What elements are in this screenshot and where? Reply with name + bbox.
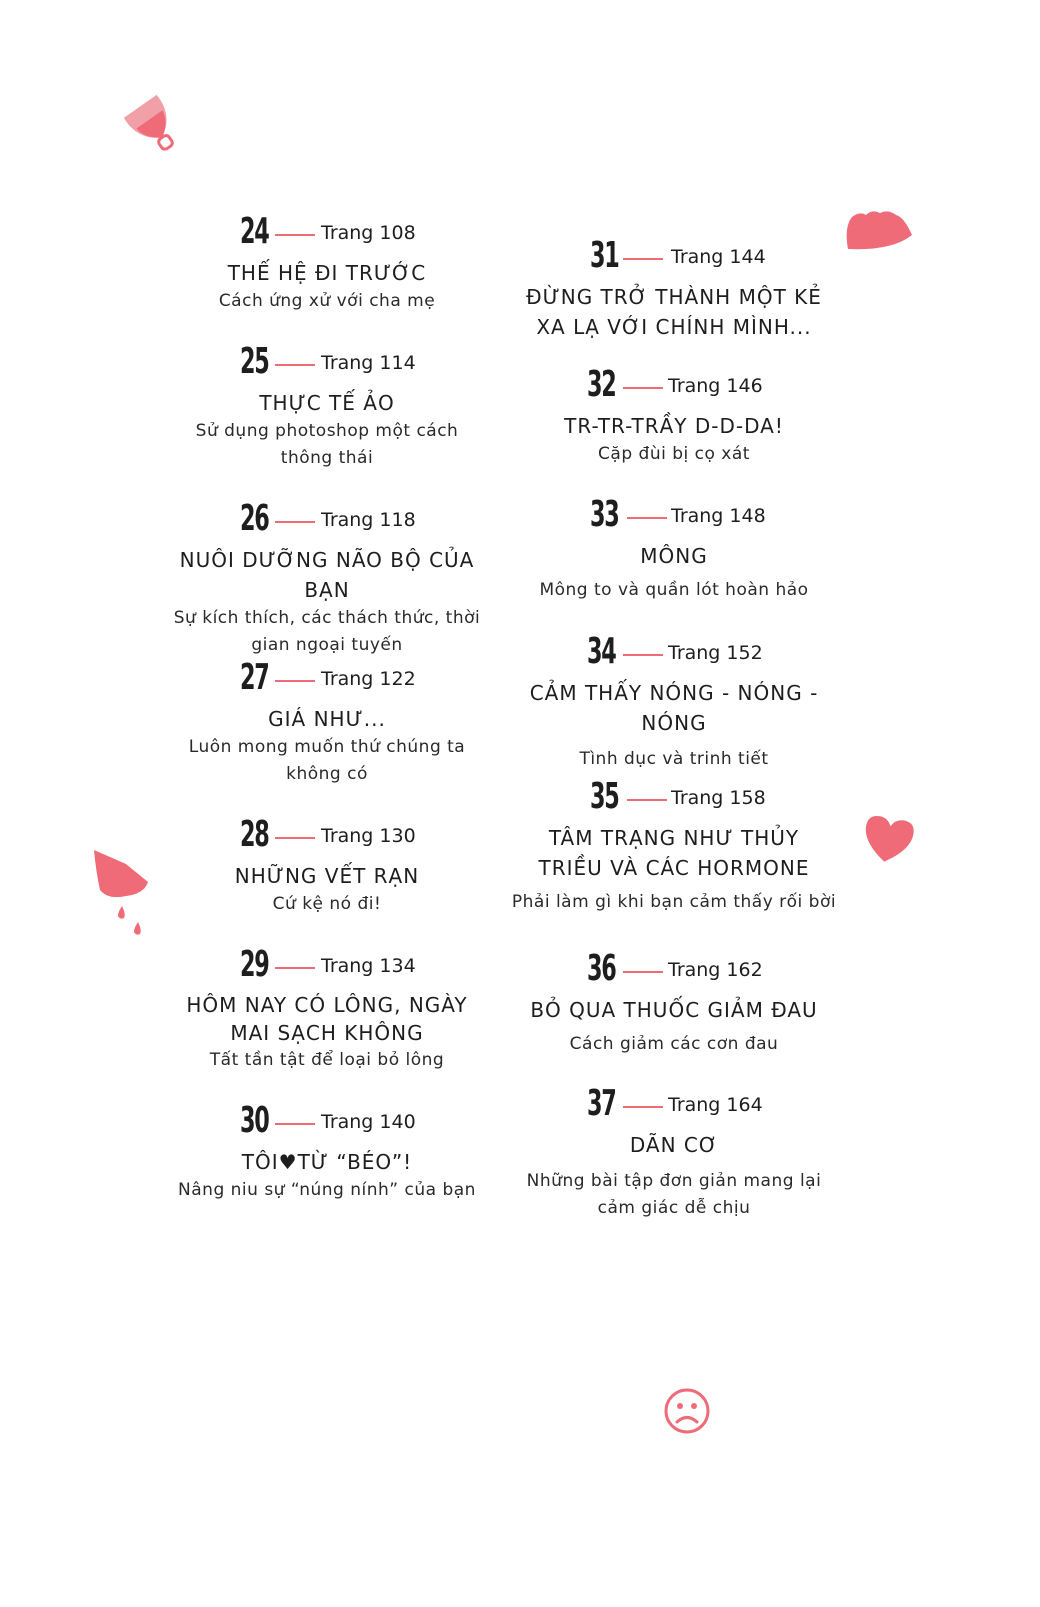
page-number: Trang 122: [321, 668, 416, 690]
chapter-number: 33: [590, 494, 619, 535]
page-number: Trang 108: [321, 222, 416, 244]
chapter-title: TÂM TRẠNG NHƯ THỦY TRIỀU VÀ CÁC HORMONE: [538, 826, 810, 880]
dash-divider: [623, 387, 663, 389]
chapter-title: DÃN CƠ: [629, 1133, 719, 1157]
chapter-number: 37: [587, 1083, 616, 1124]
page-number: Trang 162: [668, 959, 763, 981]
chapter-number: 27: [240, 657, 269, 698]
chapter-subtitle: Mông to và quần lót hoàn hảo: [539, 580, 809, 600]
menstrual-cup-icon: [112, 88, 196, 164]
heart-icon: [860, 812, 916, 866]
chapter-subtitle: Sử dụng photoshop một cách thông thái: [195, 421, 459, 468]
toc-entry-30[interactable]: [157, 1101, 497, 1204]
page-number: Trang 140: [321, 1111, 416, 1133]
chapter-subtitle: Cách giảm các cơn đau: [569, 1034, 779, 1054]
page-number: Trang 158: [671, 787, 766, 809]
chapter-subtitle: Cặp đùi bị cọ xát: [598, 444, 750, 464]
chapter-subtitle: Tình dục và trinh tiết: [579, 749, 769, 769]
chapter-subtitle: Phải làm gì khi bạn cảm thấy rối bời: [511, 892, 837, 912]
chapter-title: THẾ HỆ ĐI TRƯỚC: [227, 261, 427, 285]
dash-divider: [275, 521, 315, 523]
chapter-subtitle: Luôn mong muốn thứ chúng ta không có: [188, 737, 466, 784]
page-number: Trang 114: [321, 352, 416, 374]
chapter-title: TR-TR-TRẦY D-D-DA!: [564, 414, 784, 438]
dash-divider: [623, 258, 663, 260]
heart-glyph-icon: ♥: [278, 1150, 298, 1174]
chapter-title: THỰC TẾ ẢO: [259, 391, 395, 415]
chapter-subtitle: Những bài tập đơn giản mang lại cảm giác dễ chịu: [526, 1171, 822, 1218]
toc-entry-36[interactable]: [504, 949, 844, 1058]
chapter-title: [157, 1147, 497, 1177]
toc-entry-26[interactable]: [157, 499, 497, 659]
chapter-subtitle: Cứ kệ nó đi!: [272, 894, 382, 914]
lips-icon: [842, 205, 916, 255]
page-number: Trang 130: [321, 825, 416, 847]
dash-divider: [275, 837, 315, 839]
dash-divider: [627, 517, 667, 519]
chapter-number: 35: [590, 776, 619, 817]
chapter-number: 28: [240, 814, 269, 855]
chapter-number: 34: [587, 631, 616, 672]
page-number: Trang 134: [321, 955, 416, 977]
chapter-title: HÔM NAY CÓ LÔNG, NGÀY MAI SẠCH KHÔNG: [186, 993, 468, 1045]
page-number: Trang 118: [321, 509, 416, 531]
toc-entry-24[interactable]: [157, 212, 497, 315]
chapter-title: NUÔI DƯỠNG NÃO BỘ CỦA BẠN: [179, 548, 475, 602]
chapter-number: 32: [587, 364, 616, 405]
chapter-title: MÔNG: [640, 544, 708, 568]
chapter-number: 30: [240, 1100, 269, 1141]
page-number: Trang 146: [668, 375, 763, 397]
chapter-subtitle: Cách ứng xử với cha mẹ: [218, 291, 436, 311]
chapter-title: GIÁ NHƯ...: [268, 707, 386, 731]
dash-divider: [623, 971, 663, 973]
toc-entry-37[interactable]: [504, 1084, 844, 1222]
toc-entry-32[interactable]: [504, 365, 844, 468]
chapter-subtitle: Tất tần tật để loại bỏ lông: [209, 1050, 445, 1070]
dash-divider: [623, 654, 663, 656]
dash-divider: [275, 234, 315, 236]
toc-entry-28[interactable]: [157, 815, 497, 918]
chapter-title: NHỮNG VẾT RẠN: [234, 864, 420, 888]
toc-entry-35[interactable]: [504, 777, 844, 916]
toc-entry-31[interactable]: [504, 236, 844, 342]
page-number: Trang 148: [671, 505, 766, 527]
title-part-after: TỪ “BÉO”!: [297, 1150, 413, 1174]
chapter-subtitle: Nâng niu sự “núng nính” của bạn: [178, 1180, 476, 1200]
dash-divider: [275, 364, 315, 366]
toc-entry-34[interactable]: [504, 632, 844, 773]
chapter-number: 24: [240, 211, 269, 252]
toc-entry-29[interactable]: [157, 945, 497, 1074]
chapter-title: ĐỪNG TRỞ THÀNH MỘT KẺ XA LẠ VỚI CHÍNH MÌNH...: [526, 285, 822, 339]
sad-face-icon: [662, 1386, 712, 1436]
chapter-title: CẢM THẤY NÓNG - NÓNG - NÓNG: [529, 681, 819, 735]
dash-divider: [275, 967, 315, 969]
chapter-subtitle: Sự kích thích, các thách thức, thời gian ngoại tuyến: [173, 608, 481, 655]
chapter-number: 36: [587, 948, 616, 989]
dash-divider: [627, 799, 667, 801]
chapter-number: 31: [590, 235, 619, 276]
title-part-before: TÔI: [241, 1150, 279, 1174]
dash-divider: [623, 1106, 663, 1108]
chapter-number: 29: [240, 944, 269, 985]
chapter-number: 25: [240, 341, 269, 382]
chapter-number: 26: [240, 498, 269, 539]
chapter-title: BỎ QUA THUỐC GIẢM ĐAU: [530, 998, 818, 1022]
dash-divider: [275, 680, 315, 682]
toc-entry-33[interactable]: [504, 495, 844, 604]
page-number: Trang 144: [671, 246, 766, 268]
page-number: Trang 164: [668, 1094, 763, 1116]
toc-entry-25[interactable]: [157, 342, 497, 472]
blood-drop-icon: [86, 842, 156, 942]
toc-entry-27[interactable]: [157, 658, 497, 788]
page-number: Trang 152: [668, 642, 763, 664]
dash-divider: [275, 1123, 315, 1125]
